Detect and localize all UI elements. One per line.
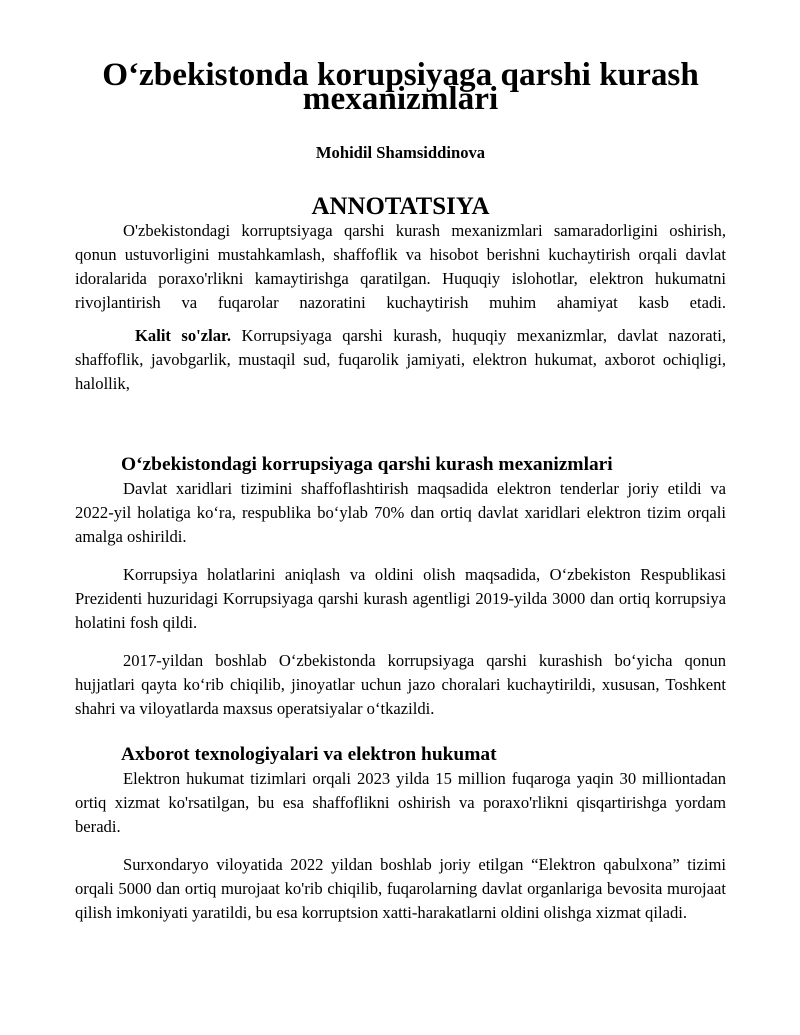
keywords-text: Korrupsiyaga qarshi kurash, huquqiy mexanizmlar, davlat nazorati, shaffoflik, javobgarlik, mustaqil sud, fuqarolik jamiyati, elektron hukumat, axborot ochiqligi, halollik,: [75, 326, 726, 393]
section1-paragraph: Davlat xaridlari tizimini shaffoflashtirish maqsadida elektron tenderlar joriy etildi va 2022-yil holatiga ko‘ra, respublika bo‘ylab 70% dan ortiq davlat xaridlari elektron tizim orqali amalga oshirildi.: [75, 479, 726, 546]
section1-paragraph: 2017-yildan boshlab O‘zbekistonda korrupsiyaga qarshi kurashish bo‘yicha qonun hujjatlari qayta ko‘rib chiqilib, jinoyatlar uchun jazo choralari kuchaytirildi, xususan, Toshkent shahri va viloyatlarda maxsus operatsiyalar o‘tkazildi.: [75, 651, 726, 718]
abstract-text: O'zbekistondagi korruptsiyaga qarshi kurash mexanizmlari samaradorligini oshirish, qonun ustuvorligini mustahkamlash, shaffoflik va hisobot berishni kuchaytirish orqali davlat idoralarida poraxo'rlikni kamaytirishga qaratilgan. Huquqiy islohotlar, elektron hukumatni rivojlantirish va fuqarolar nazoratini kuchaytirish muhim ahamiyat kasb etadi.: [75, 221, 726, 312]
keywords-label: Kalit so'zlar.: [135, 326, 232, 345]
section-heading-1: O‘zbekistondagi korrupsiyaga qarshi kurash mexanizmlari: [121, 454, 613, 475]
section1-paragraph: Korrupsiya holatlarini aniqlash va oldini olish maqsadida, O‘zbekiston Respublikasi Prezidenti huzuridagi Korrupsiyaga qarshi kurash agentligi 2019-yilda 3000 dan ortiq korrupsiya holatini fosh qildi.: [75, 565, 726, 632]
section-heading-2: Axborot texnologiyalari va elektron hukumat: [121, 744, 497, 765]
paper-title: O‘zbekistonda korupsiyaga qarshi kurash mexanizmlari: [102, 56, 699, 117]
section2-paragraph: Surxondaryo viloyatida 2022 yildan boshlab joriy etilgan “Elektron qabulxona” tizimi orqali 5000 dan ortiq murojaat ko'rib chiqilib, fuqarolarning davlat organlariga bevosita murojaat qilish imkoniyati yaratildi, bu esa korruptsion xatti-harakatlarni oldini olishga xizmat qiladi.: [75, 855, 726, 922]
paper-author: Mohidil Shamsiddinova: [315, 143, 486, 162]
abstract-heading: ANNOTATSIYA: [311, 193, 490, 220]
keywords-paragraph: [75, 324, 726, 396]
section2-paragraph: Elektron hukumat tizimlari orqali 2023 yilda 15 million fuqaroga yaqin 30 milliontadan ortiq xizmat ko'rsatilgan, bu esa shaffoflikni oshirish va poraxo'rlikni qisqartirishga yordam beradi.: [75, 769, 726, 836]
document-body: [75, 56, 726, 925]
